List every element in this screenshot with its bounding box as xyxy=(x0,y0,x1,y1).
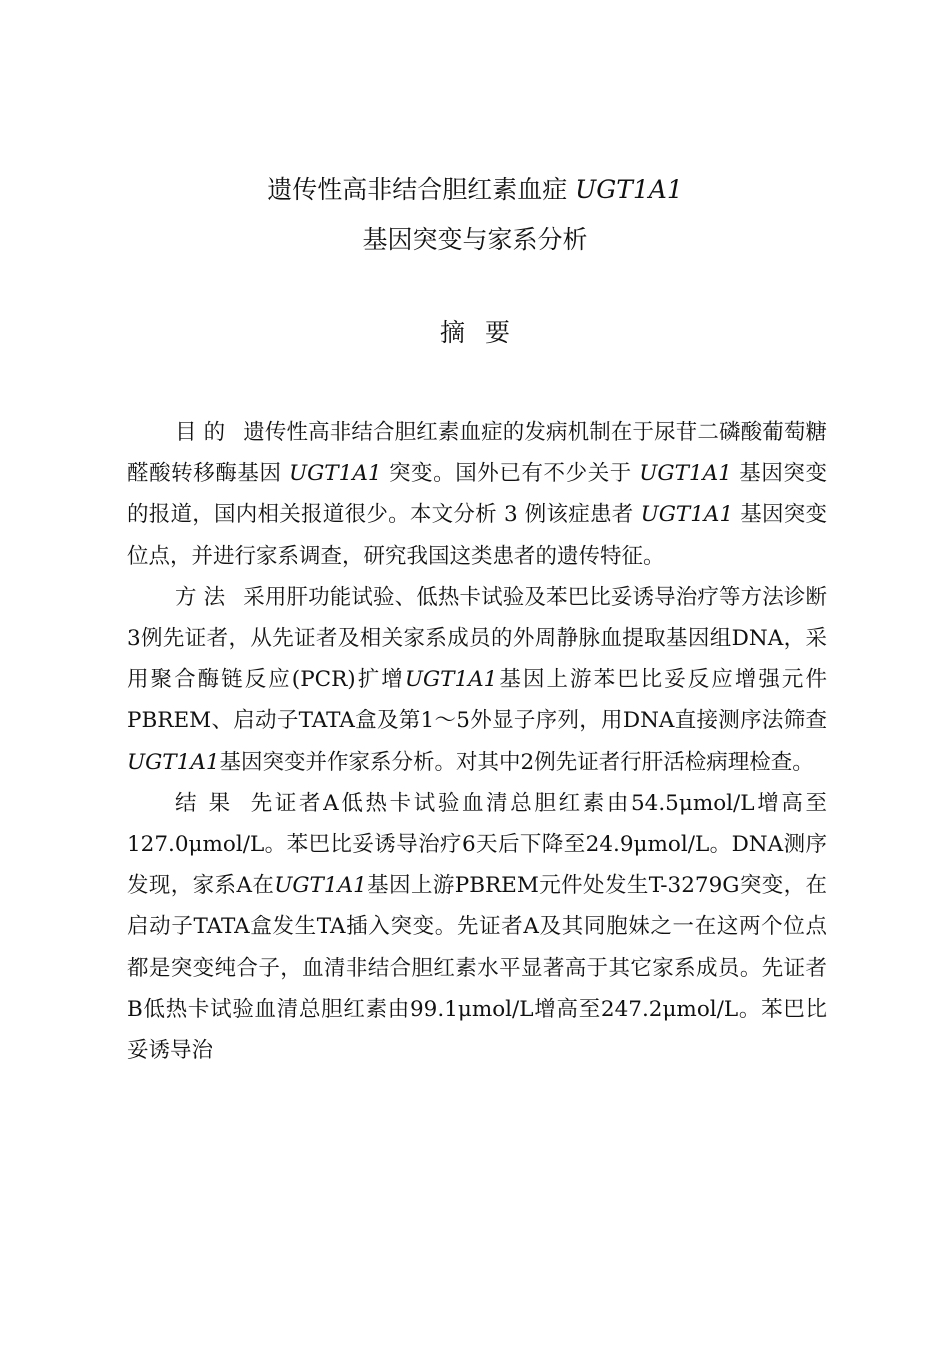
objective-paragraph xyxy=(127,412,827,577)
gene-name: UGT1A1 xyxy=(274,873,367,899)
text-run: 遗传性高非结合胆红素血症的发病机制在于尿苷二磷酸葡萄糖醛酸转移酶基因 xyxy=(127,420,827,487)
gene-name: UGT1A1 xyxy=(404,667,498,693)
title-gene-name: UGT1A1 xyxy=(575,175,683,204)
abstract-body xyxy=(127,412,827,1071)
text-run: 基因上游苯巴比妥反应增强元件PBREM、启动子TATA盒及第1～5外显子序列，用DNA直接测序法筛查 xyxy=(127,667,827,734)
abstract-heading: 摘要 xyxy=(439,318,530,347)
gene-name: UGT1A1 xyxy=(289,461,382,487)
text-run: 基因上游PBREM元件处发生T-3279G突变，在启动子TATA盒发生TA插入突变。先证者A及其同胞妹之一在这两个位点都是突变纯合子，血清非结合胆红素水平显著高于其它家系成员。先证者B低热卡试验血清总胆红素由99.1μmol/L增高至247.2μmol/L。苯巴比妥诱导治 xyxy=(127,873,827,1064)
text-run: 突变。国外已有不少关于 xyxy=(381,461,640,487)
gene-name: UGT1A1 xyxy=(639,461,732,487)
text-run: 采用肝功能试验、低热卡试验及苯巴比妥诱导治疗等方法诊断3例先证者，从先证者及相关家系成员的外周静脉血提取基因组DNA，采用聚合酶链反应(PCR)扩增 xyxy=(127,584,827,693)
paragraph-label: 目 的 xyxy=(175,420,226,445)
paragraph-label: 结 果 xyxy=(175,790,233,816)
title-line-1 xyxy=(0,165,950,215)
paragraph-label: 方 法 xyxy=(175,584,226,610)
text-run: 基因突变并作家系分析。对其中2例先证者行肝活检病理检查。 xyxy=(219,749,814,775)
results-paragraph xyxy=(127,783,827,1071)
title-text: 遗传性高非结合胆红素血症 xyxy=(267,175,576,204)
text-run: 基因突变的报道，国内相关报道很少。本文分析 3 例该症患者 xyxy=(127,461,827,528)
gene-name: UGT1A1 xyxy=(640,502,734,528)
gene-name: UGT1A1 xyxy=(127,749,220,775)
methods-paragraph xyxy=(127,577,827,783)
paper-title xyxy=(0,165,950,265)
text-run: 基因突变位点，并进行家系调查，研究我国这类患者的遗传特征。 xyxy=(127,502,828,569)
title-line-2: 基因突变与家系分析 xyxy=(362,225,588,254)
text-run: 先证者A低热卡试验血清总胆红素由54.5μmol/L增高至127.0μmol/L。苯巴比妥诱导治疗6天后下降至24.9μmol/L。DNA测序发现，家系A在 xyxy=(127,790,827,899)
